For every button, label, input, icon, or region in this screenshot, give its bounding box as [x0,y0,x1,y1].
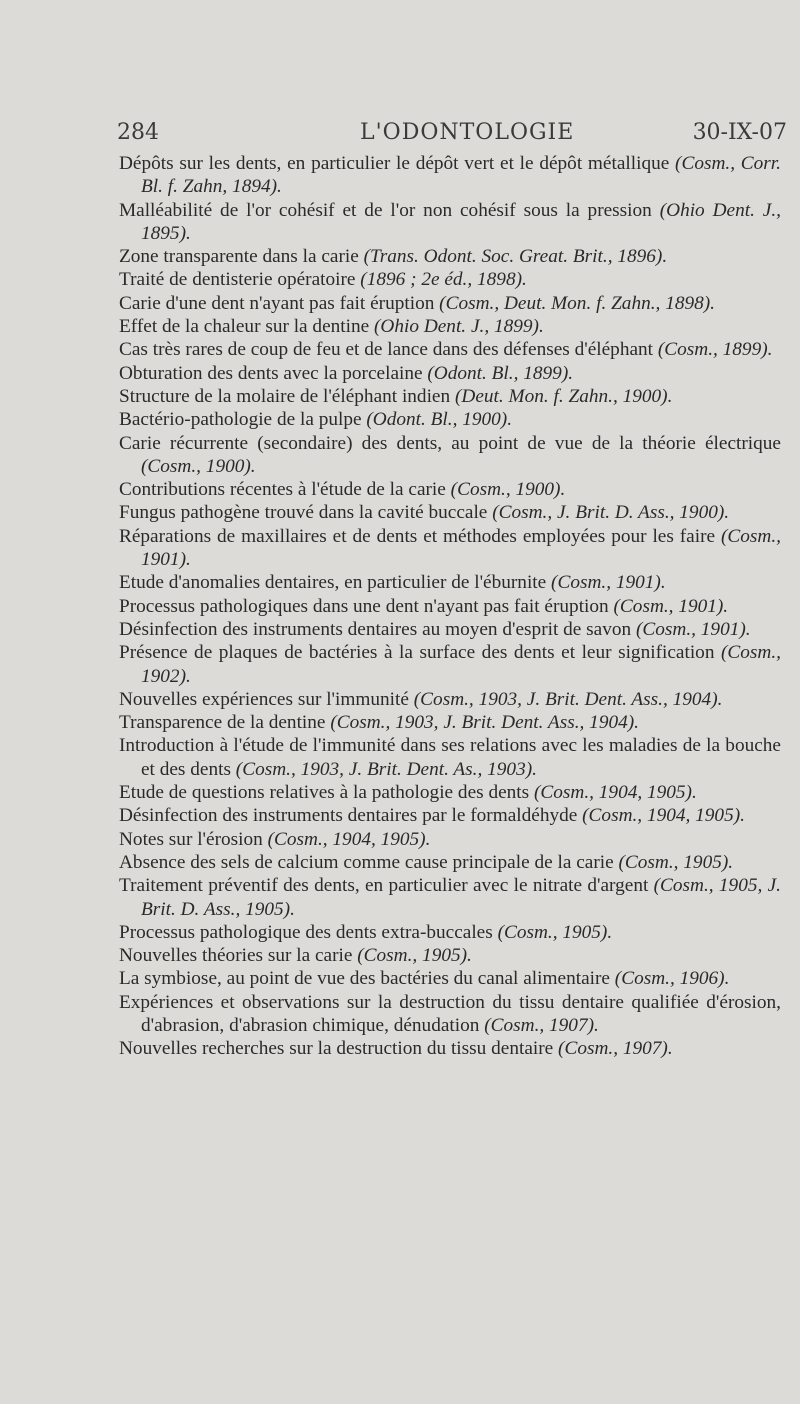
entry-title: Fungus pathogène trouvé dans la cavité buccale [119,502,493,524]
entry-title: Notes sur l'érosion [119,828,268,850]
entry-reference: (Cosm., 1903, J. Brit. Dent. Ass., 1904). [413,688,723,710]
entry-title: Nouvelles théories sur la carie [119,945,358,967]
entry-reference: (Cosm., 1903, J. Brit. Dent. As., 1903). [235,758,537,780]
entry-title: Malléabilité de l'or cohésif et de l'or non cohésif sous la pression [119,199,660,221]
entry-reference: (Ohio Dent. J., 1899). [374,316,544,338]
bibliography-entry [119,828,781,851]
entry-reference: (Cosm., 1907). [558,1038,673,1060]
entry-reference: (Cosm., 1904, 1905). [582,805,745,827]
entry-title: Introduction à l'étude de l'immunité dans ses relations avec les maladies de la bouche et des dents [119,735,781,780]
entry-reference: (Cosm., 1904, 1905). [267,828,431,850]
entry-reference: (Cosm., Deut. Mon. f. Zahn., 1898). [439,292,715,314]
entry-title: Zone transparente dans la carie [119,246,364,268]
entry-title: Effet de la chaleur sur la dentine [119,316,375,338]
entry-reference: (Ohio Dent. J., 1895). [141,199,781,244]
entry-title: Processus pathologiques dans une dent n'ayant pas fait éruption [119,595,614,617]
issue-date: 30-IX-07 [692,120,787,145]
bibliography-entry [119,315,781,338]
entry-reference: (Cosm., Corr. Bl. f. Zahn, 1894). [141,153,781,198]
entry-title: Etude d'anomalies dentaires, en particulier de l'éburnite [119,572,552,594]
entry-reference: (Cosm., 1903, J. Brit. Dent. Ass., 1904). [330,712,639,734]
entry-title: Nouvelles expériences sur l'immunité [119,688,414,710]
bibliography-entry [119,268,781,291]
bibliography-entry [119,525,781,572]
bibliography-entry [119,362,781,385]
entry-title: Traité de dentisterie opératoire [119,269,361,291]
bibliography-entry [119,245,781,268]
entry-title: Expériences et observations sur la destruction du tissu dentaire qualifiée d'érosion, d'abrasion, d'abrasion chimique, dénudation [119,991,781,1036]
bibliography-entry [119,571,781,594]
entry-title: Présence de plaques de bactéries à la surface des dents et leur signification [119,642,721,664]
entry-reference: (Cosm., 1901). [551,572,666,594]
entry-title: Traitement préventif des dents, en particulier avec le nitrate d'argent [119,875,654,897]
bibliography-entry [119,1037,781,1060]
bibliography-list [119,152,781,1061]
entry-reference: (Cosm., 1905). [618,851,734,873]
entry-reference: (1896 ; 2e éd., 1898). [360,269,527,291]
bibliography-entry [119,338,781,361]
page-number: 284 [117,120,159,145]
bibliography-entry [119,432,781,479]
bibliography-entry [119,921,781,944]
bibliography-entry [119,595,781,618]
bibliography-entry [119,385,781,408]
entry-title: Cas très rares de coup de feu et de lance dans des défenses d'éléphant [119,339,658,361]
entry-reference: (Cosm., 1900). [141,455,256,477]
bibliography-entry [119,688,781,711]
entry-title: Dépôts sur les dents, en particulier le dépôt vert et le dépôt métallique [119,153,676,174]
entry-title: Transparence de la dentine [119,712,331,734]
entry-title: Structure de la molaire de l'éléphant indien [119,385,455,407]
bibliography-entry [119,944,781,967]
entry-reference: (Cosm., 1905, J. Brit. D. Ass., 1905). [141,875,781,920]
entry-reference: (Odont. Bl., 1899). [427,362,574,384]
bibliography-entry [119,501,781,524]
entry-reference: (Cosm., 1905). [497,921,613,943]
running-header [117,120,787,156]
entry-title: Absence des sels de calcium comme cause principale de la carie [119,851,619,873]
entry-reference: (Cosm., 1906). [614,968,730,990]
entry-title: Désinfection des instruments dentaires par le formaldéhyde [119,805,583,827]
bibliography-entry [119,711,781,734]
entry-reference: (Trans. Odont. Soc. Great. Brit., 1896). [363,246,668,268]
bibliography-entry [119,734,781,781]
entry-title: Bactério-pathologie de la pulpe [119,409,367,431]
bibliography-entry [119,781,781,804]
entry-reference: (Cosm., 1907). [484,1014,599,1036]
bibliography-entry [119,292,781,315]
entry-reference: (Cosm., 1905). [357,945,472,967]
bibliography-entry [119,199,781,246]
bibliography-entry [119,618,781,641]
entry-title: Obturation des dents avec la porcelaine [119,362,428,384]
bibliography-entry [119,967,781,990]
entry-title: Réparations de maxillaires et de dents et méthodes employées pour les faire [119,525,721,547]
entry-title: La symbiose, au point de vue des bactéries du canal alimentaire [119,968,615,990]
bibliography-entry [119,851,781,874]
entry-reference: (Cosm., 1901). [613,595,729,617]
bibliography-entry [119,152,781,199]
journal-title: L'ODONTOLOGIE [360,120,575,145]
entry-reference: (Deut. Mon. f. Zahn., 1900). [454,385,673,407]
entry-title: Etude de questions relatives à la pathologie des dents [119,782,534,804]
entry-reference: (Cosm., 1900). [450,479,566,501]
entry-title: Désinfection des instruments dentaires au moyen d'esprit de savon [119,618,636,640]
entry-title: Processus pathologique des dents extra-buccales [119,921,498,943]
entry-title: Nouvelles recherches sur la destruction du tissu dentaire [119,1038,559,1060]
entry-reference: (Cosm., 1901). [635,618,751,640]
entry-reference: (Cosm., 1899). [657,339,773,361]
bibliography-entry [119,804,781,827]
bibliography-entry [119,408,781,431]
bibliography-entry [119,641,781,688]
entry-reference: (Cosm., 1901). [141,525,781,571]
entry-title: Contributions récentes à l'étude de la carie [119,479,451,501]
bibliography-entry [119,478,781,501]
bibliography-entry [119,874,781,921]
entry-reference: (Cosm., 1904, 1905). [533,782,697,804]
entry-reference: (Odont. Bl., 1900). [366,409,513,431]
entry-title: Carie récurrente (secondaire) des dents, au point de vue de la théorie électrique [119,432,781,454]
entry-reference: (Cosm., 1902). [141,642,781,687]
entry-title: Carie d'une dent n'ayant pas fait éruption [119,292,440,314]
bibliography-entry [119,991,781,1038]
entry-reference: (Cosm., J. Brit. D. Ass., 1900). [492,502,730,524]
